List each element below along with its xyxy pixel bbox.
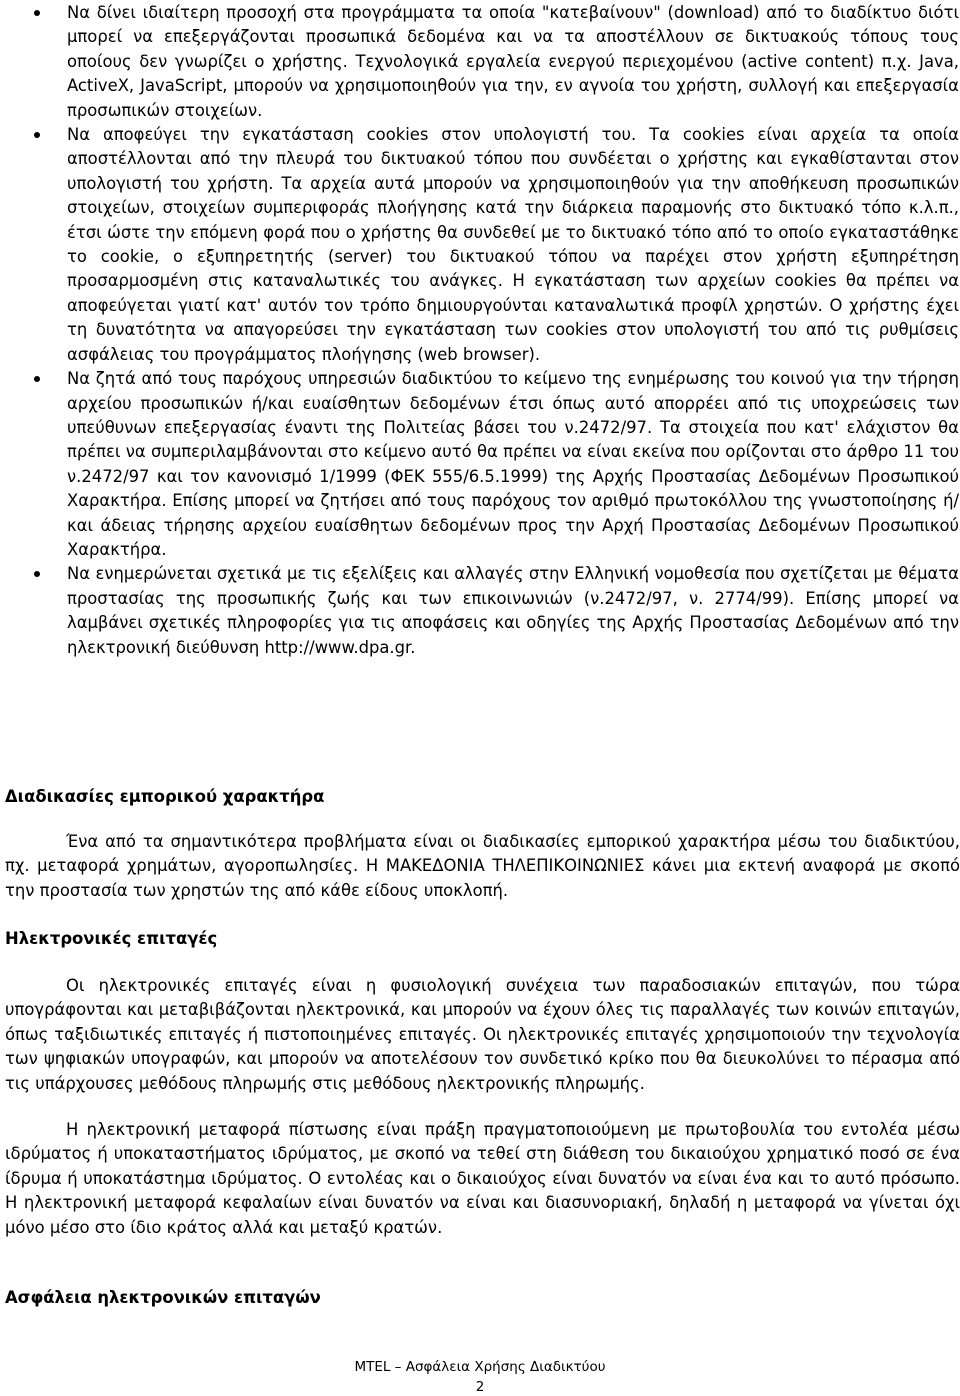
- page-number: 2: [475, 1379, 485, 1395]
- bullet-text: Να ενημερώνεται σχετικά με τις εξελίξεις και αλλαγές στην Ελληνική νομοθεσία που σχετίζεται με θέματα προστασίας της προσωπικής ζωής και των επικοινωνιών (ν.2472/97, ν. 2774/99). Επίσης μπορεί να λαμβάνει σχετικές πληροφορίες για τις αποφάσεις και οδηγίες της Αρχής Προστασίας Δεδομένων από την ηλεκτρονική διεύθυνση http://www.dpa.gr.: [67, 564, 959, 657]
- commercial-paragraph-text: Ένα από τα σημαντικότερα προβλήματα είναι οι διαδικασίες εμπορικού χαρακτήρα μέσω του διαδικτύου, πχ. μεταφορά χρημάτων, αγοροπωλησίες. Η ΜΑΚΕΔΟΝΙΑ ΤΗΛΕΠΙΚΟΙΝΩΝΙΕΣ κάνει μια εκτενή αναφορά με σκοπό την προστασία των χρηστών της από κάθε είδους υποκλοπή.: [5, 832, 960, 900]
- footer-title: MTEL – Ασφάλεια Χρήσης Διαδικτύου: [354, 1359, 606, 1375]
- echecks-paragraph-2: [5, 1118, 960, 1240]
- echecks-paragraph-2-text: Η ηλεκτρονική μεταφορά πίστωσης είναι πράξη πραγματοποιούμενη με πρωτοβουλία του εντολέα μέσω ιδρύματος ή υποκαταστήματος ιδρύματος, με σκοπό να τεθεί στη διάθεση του δικαιούχου χρηματικό ποσό σε ένα ίδρυμα ή υποκατάστημα ιδρύματος. Ο εντολέας και ο δικαιούχος είναι δυνατόν να είναι ένα και το αυτό πρόσωπο. Η ηλεκτρονική μεταφορά κεφαλαίων είναι δυνατόν να είναι και διασυνοριακή, δηλαδή η μεταφορά να γίνεται όχι μόνο μέσο στο ίδιο κράτος αλλά και μεταξύ κρατών.: [5, 1120, 960, 1237]
- section-heading-commercial: Διαδικασίες εμπορικού χαρακτήρα: [5, 787, 325, 806]
- bullet-text: Να δίνει ιδιαίτερη προσοχή στα προγράμματα τα οποία "κατεβαίνουν" (download) από το διαδίκτυο διότι μπορεί να επεξεργάζονται προσωπικά δεδομένα και να τα αποστέλλουν σε δικτυακούς τόπους τους οποίους δεν γνωρίζει ο χρήστης. Τεχνολογικά εργαλεία ενεργού περιεχομένου (active content) π.χ. Java, ActiveX, JavaScript, μπορούν να χρησιμοποιηθούν για την, εν αγνοία του χρήστη, συλλογή και επεξεργασία προσωπικών στοιχείων.: [67, 3, 959, 120]
- bullet-text: Να ζητά από τους παρόχους υπηρεσιών διαδικτύου το κείμενο της ενημέρωσης του κοινού για την τήρηση αρχείου προσωπικών ή/και ευαίσθητων δεδομένων έτσι όπως αυτό απορρέει από τις υποχρεώσεις των υπεύθυνων επεξεργασίας έναντι της Πολιτείας βάσει του ν.2472/97. Τα στοιχεία που κατ' ελάχιστον θα πρέπει να συμπεριλαμβάνονται στο κείμενο αυτό θα πρέπει να είναι εκείνα που ορίζονται στο άρθρο 11 του ν.2472/97 και τον κανονισμό 1/1999 (ΦΕΚ 555/6.5.1999) της Αρχής Προστασίας Δεδομένων Προσωπικού Χαρακτήρα. Επίσης μπορεί να ζητήσει από τους παρόχους τον αριθμό πρωτοκόλλου της γνωστοποίησης ή/και άδειας τήρησης αρχείου ευαίσθητων δεδομένων προς την Αρχή Προστασίας Δεδομένων Προσωπικού Χαρακτήρα.: [67, 369, 959, 559]
- bullet-icon: [34, 132, 40, 138]
- bullet-text: Να αποφεύγει την εγκατάσταση cookies στον υπολογιστή του. Τα cookies είναι αρχεία τα οποία αποστέλλονται από την πλευρά του δικτυακού τόπου που συνδέεται ο χρήστης και εγκαθίστανται στον υπολογιστή του χρήστη. Τα αρχεία αυτά μπορούν να χρησιμοποιηθούν για την αποθήκευση προσωπικών στοιχείων, στοιχείων συμπεριφοράς πλοήγησης κατά την διάρκεια παραμονής στο δικτυακό τόπο κ.λ.π., έτσι ώστε την επόμενη φορά που ο χρήστης θα συνδεθεί με το δικτυακό τόπο από το οποίο εγκαταστάθηκε το cookie, ο εξυπηρετητής (server) του δικτυακού τόπου να παρέχει στον χρήστη εξυπηρέτηση προσαρμοσμένη στις καταναλωτικές του ανάγκες. Η εγκατάσταση των αρχείων cookies θα πρέπει να αποφεύγεται γιατί κατ' αυτόν τον τρόπο δημιουργούνται καταναλωτικά προφίλ χρηστών. Ο χρήστης έχει τη δυνατότητα να απαγορεύσει την εγκατάσταση των cookies στον υπολογιστή του από τις ρυθμίσεις ασφάλειας του προγράμματος πλοήγησης (web browser).: [67, 125, 959, 364]
- list-item: [0, 1, 960, 123]
- section-heading-echecks: Ηλεκτρονικές επιταγές: [5, 929, 218, 948]
- echecks-paragraph-1-text: Οι ηλεκτρονικές επιταγές είναι η φυσιολογική συνέχεια των παραδοσιακών επιταγών, που τώρα υπογράφονται και μεταβιβάζονται ηλεκτρονικά, και μπορούν να έχουν όλες τις παραλλαγές των κοινών επιταγών, όπως ταξιδιωτικές επιταγές ή πιστοποιημένες επιταγές. Οι ηλεκτρονικές επιταγές χρησιμοποιούν την τεχνολογία των ψηφιακών υπογραφών, και μπορούν να αποτελέσουν τον συνδετικό κρίκο που θα διευκολύνει το πέρασμα από τις υπάρχουσες μεθόδους πληρωμής στις μεθόδους ηλεκτρονικής πληρωμής.: [5, 976, 960, 1093]
- list-item: [0, 367, 960, 562]
- bullet-icon: [34, 10, 40, 16]
- section-heading-echeck-security: Ασφάλεια ηλεκτρονικών επιταγών: [5, 1288, 321, 1307]
- advice-bullet-list: [0, 1, 960, 660]
- echecks-paragraph-1: [5, 974, 960, 1096]
- commercial-paragraph: [5, 830, 960, 903]
- bullet-icon: [34, 376, 40, 382]
- bullet-icon: [34, 571, 40, 577]
- list-item: [0, 123, 960, 367]
- list-item: [0, 562, 960, 660]
